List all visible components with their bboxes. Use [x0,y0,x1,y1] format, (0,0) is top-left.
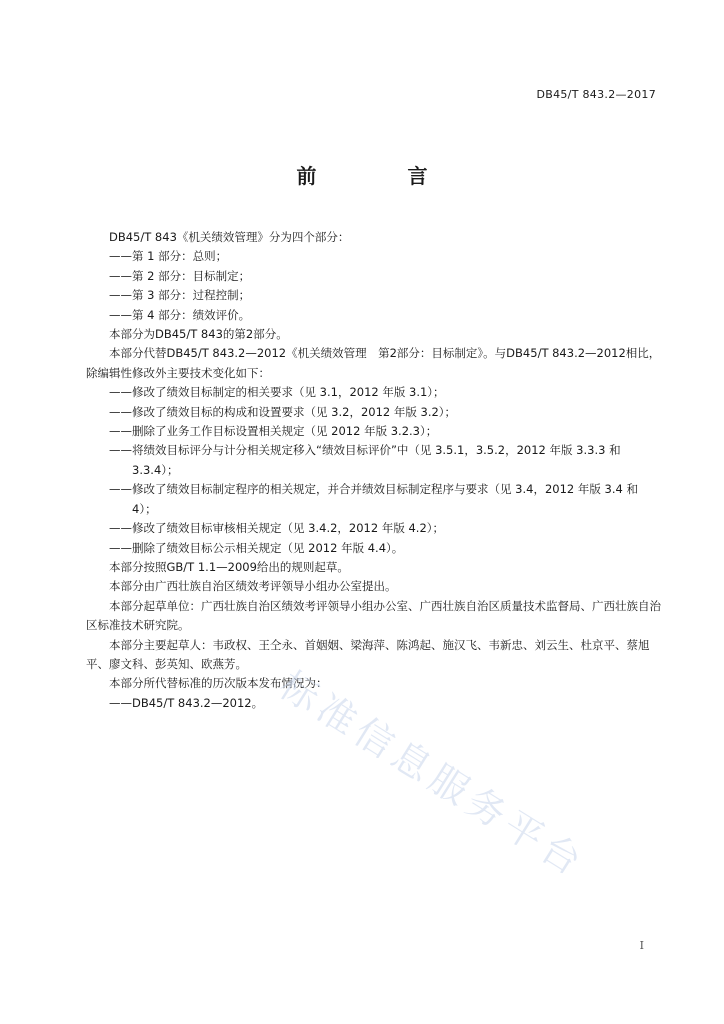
change-item: ——修改了绩效目标的构成和设置要求（见 3.2，2012 年版 3.2）； [109,404,457,419]
change-item: ——删除了业务工作目标设置相关规定（见 2012 年版 3.2.3）； [109,424,438,439]
paragraph: ——第 2 部分：目标制定； [109,268,251,283]
change-item: ——删除了绩效目标公示相关规定（见 2012 年版 4.4）。 [109,540,404,555]
paragraph: 本部分起草单位：广西壮族自治区绩效考评领导小组办公室、广西壮族自治区质量技术监督局、广西壮族自治区标准技术研究院。 [86,598,661,633]
paragraph: 本部分为DB45/T 843的第2部分。 [109,327,288,342]
paragraph: 本部分代替DB45/T 843.2—2012《机关绩效管理 第2部分：目标制定》。与DB45/T 843.2—2012相比，除编辑性修改外主要技术变化如下： [86,346,661,380]
paragraph: 本部分按照GB/T 1.1—2009给出的规则起草。 [109,559,349,574]
paragraph: 本部分主要起草人：韦政权、王仝永、首姻姻、梁海萍、陈鸿起、施汉飞、韦新忠、刘云生、杜京平、蔡旭平、廖文科、彭英知、欧燕芳。 [86,637,650,671]
change-item: ——修改了绩效目标审核相关规定（见 3.4.2，2012 年版 4.2）； [109,521,445,536]
page-number: I [639,939,644,952]
paragraph: ——第 4 部分：绩效评价。 [109,307,251,322]
watermark: 标准信息服务平台 [271,662,594,887]
change-item: ——将绩效目标评分与计分相关规定移入“绩效目标评价”中（见 3.5.1，3.5.2，2012 年版 3.3.3 和 3.3.4）； [109,443,621,477]
paragraph: 本部分所代替标准的历次版本发布情况为： [109,676,328,691]
change-item: ——修改了绩效目标制定的相关要求（见 3.1，2012 年版 3.1）； [109,385,445,400]
paragraph: ——第 3 部分：过程控制； [109,288,251,303]
page-title: 前 言 [296,164,470,188]
document-body [86,228,661,713]
paragraph: 本部分由广西壮族自治区绩效考评领导小组办公室提出。 [109,579,397,594]
change-item: ——修改了绩效目标制定程序的相关规定，并合并绩效目标制定程序与要求（见 3.4，2012 年版 3.4 和 4）； [109,482,638,516]
change-item: ——DB45/T 843.2—2012。 [109,695,264,710]
document-code: DB45/T 843.2—2017 [536,88,656,101]
paragraph: ——第 1 部分：总则； [109,249,228,264]
paragraph: DB45/T 843《机关绩效管理》分为四个部分： [109,230,350,244]
